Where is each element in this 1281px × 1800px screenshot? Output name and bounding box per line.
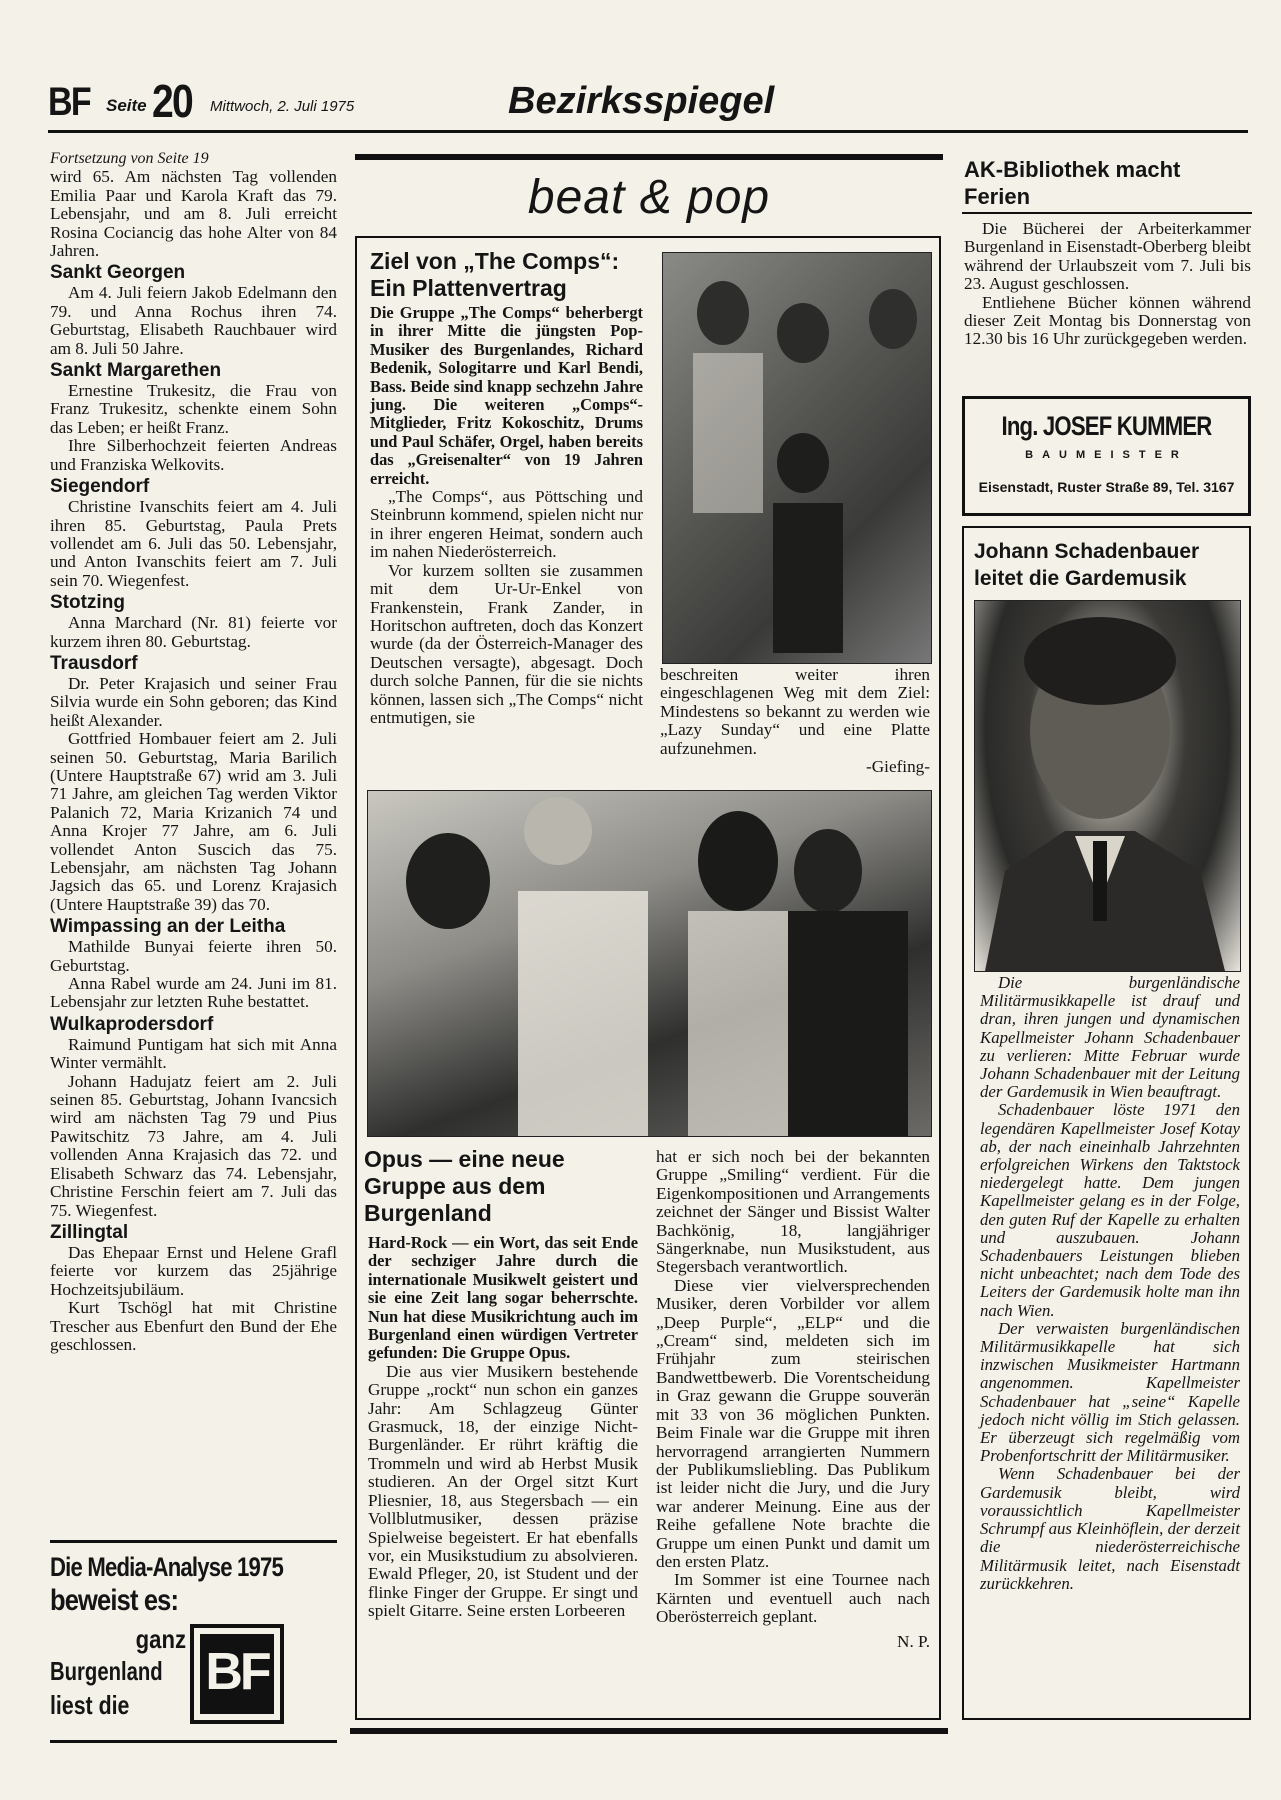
opus-lead: Hard-Rock — ein Wort, das seit Ende der sechziger Jahre durch die internationale Musikwelt geistert und sie eine Zeit lang sogar beherrschte. Nun hat diese Musikrichtung auch im Burgenland einen würdigen Vertreter gefunden: Die Gruppe Opus. <box>368 1233 638 1363</box>
ak-headline: AK-Bibliothek macht Ferien <box>964 157 1181 209</box>
ak-rule <box>962 212 1252 214</box>
section-title-wulkaprodersdorf: Wulkaprodersdorf <box>50 1013 214 1035</box>
section-title-trausdorf: Trausdorf <box>50 652 138 674</box>
comps-body <box>370 304 643 727</box>
beat-pop-bottom-rule <box>350 1728 948 1734</box>
promo-logo: BF <box>205 1643 269 1701</box>
media-analyse-promo <box>50 1540 337 1750</box>
paragraph: Diese vier vielversprechenden Musiker, deren Vorbilder vor allem „Deep Purple“, „ELP“ und die „Cream“ sind, meldeten sich im Frühjahr zum steirischen Bandwettbewerb. Die Vorentscheidung in Graz gewann die Gruppe souverän mit 33 von 36 möglichen Punkten. Beim Finale war die Gruppe mit ihren hervorragend arrangierten Nummern der Publikumsliebling. Das Publikum ist leider nicht die Jury, und die Jury war anderer Meinung. Eine aus der Reihe gefallene Note brachte die Gruppe um einen Punkt und damit um den ersten Platz. <box>656 1275 930 1571</box>
opus-signature: N. P. <box>897 1631 930 1651</box>
promo-line5: liest die <box>50 1690 130 1720</box>
issue-date: Mittwoch, 2. Juli 1975 <box>210 98 355 115</box>
beat-pop-header: beat & pop <box>527 171 771 224</box>
section-title-siegendorf: Siegendorf <box>50 476 150 498</box>
masthead-rule <box>48 130 1248 133</box>
opus-photo <box>367 790 932 1137</box>
comps-continuation-text: beschreiten weiter ihren eingeschlagenen Weg mit dem Ziel: Mindestens so bekannt zu werden wie „Lazy Sunday“ und eine Platte aufzunehmen. <box>660 665 930 758</box>
paragraph: Am 4. Juli feiern Jakob Edelmann den 79. und Anna Rochus ihren 74. Geburtstag, Elisabeth Rauchbauer wird am 8. Juli 50 Jahre. <box>50 283 337 358</box>
section-title-wimpassing: Wimpassing an der Leitha <box>50 916 286 938</box>
continuation-note: Fortsetzung von Seite 19 <box>50 150 209 167</box>
paragraph: Die burgenländische Militärmusikkapelle ist drauf und dran, ihren jungen und dynamischen Kapellmeister Johann Schadenbauer zu verlieren: Mitte Februar wurde Johann Schadenbauer mit der Leitung der Gardemusik in Wien beauftragt. <box>980 973 1240 1102</box>
masthead-logo: BF <box>48 80 90 124</box>
paragraph: „The Comps“, aus Pöttsching und Steinbrunn kommend, spielen nicht nur in ihrer engeren Heimat, sondern auch im nahen Niederösterreich. <box>370 487 643 562</box>
paragraph: Kurt Tschögl hat mit Christine Trescher aus Ebenfurt den Bund der Ehe geschlossen. <box>50 1298 337 1354</box>
opus-headline: Opus — eine neue Gruppe aus dem Burgenland <box>364 1146 565 1226</box>
paragraph: Dr. Peter Krajasich und seiner Frau Silvia wurde ein Sohn geboren; das Kind heißt Alexander. <box>50 673 337 730</box>
paragraph: Die Bücherei der Arbeiterkammer Burgenland in Eisenstadt-Oberberg bleibt während der Urlaubszeit vom 7. Juli bis 23. August geschlossen. <box>964 219 1251 294</box>
page-number: 20 <box>152 75 193 127</box>
schadenbauer-body <box>980 974 1240 1593</box>
promo-line3: ganz <box>135 1624 186 1654</box>
promo-line4: Burgenland <box>50 1656 163 1686</box>
paragraph: Die aus vier Musikern bestehende Gruppe „rockt“ nun schon ein ganzes Jahr: Am Schlagzeug Günter Grasmuck, 18, der einzige Nicht-Burgenländer. Er rührt kräftig die Trommeln und wird ab Herbst Musik studieren. An der Orgel sitzt Kurt Pliesnier, 18, aus Stegersbach — ein Vollblutmusiker, dessen präzise Spielweise begeistert. Er hat ebenfalls vor, ein Musikstudium zu absolvieren. Ewald Pfleger, 20, ist Student und der flinke Finger der Gruppe. Er singt und spielt Gitarre. Seine ersten Lorbeeren <box>368 1361 638 1621</box>
opus-col1 <box>368 1234 638 1621</box>
paragraph: Ernestine Trukesitz, die Frau von Franz Trukesitz, schenkte einem Sohn das Leben; er heißt Franz. <box>50 381 337 437</box>
paragraph: Entliehene Bücher können während dieser Zeit Montag bis Donnerstag von 12.30 bis 16 Uhr zurückgegeben werden. <box>964 292 1251 349</box>
section-title-stotzing: Stotzing <box>50 592 125 614</box>
ad-name: Ing. JOSEF KUMMER <box>1001 411 1212 441</box>
comps-headline: Ziel von „The Comps“: Ein Plattenvertrag <box>370 248 620 301</box>
paragraph: Mathilde Bunyai feierte ihren 50. Geburtstag. <box>50 937 337 975</box>
paragraph: Im Sommer ist eine Tournee nach Kärnten und eventuell auch nach Oberösterreich geplant. <box>656 1570 930 1627</box>
paragraph: Das Ehepaar Ernst und Helene Grafl feierte vor kurzem das 25jährige Hochzeitsjubiläum. <box>50 1242 337 1299</box>
seite-label: Seite <box>106 96 147 115</box>
promo-line1: Die Media-Analyse 1975 <box>50 1552 284 1582</box>
schadenbauer-headline: Johann Schadenbauer leitet die Gardemusik <box>974 540 1200 590</box>
paragraph: Vor kurzem sollten sie zusammen mit dem Ur-Ur-Enkel von Frankenstein, Frank Zander, in Horitschon auftreten, doch das Konzert wurde (da der Österreich-Manager des Deutschen versagte), abgesagt. Doch durch solche Pannen, für die sie nichts können, lassen sich „The Comps“ nicht entmutigen, sie <box>370 560 643 727</box>
comps-lead: Die Gruppe „The Comps“ beherbergt in ihrer Mitte die jüngsten Pop-Musiker des Burgenlandes, Richard Bedenik, Sologitarre und Karl Bendi, Bass. Beide sind knapp sechzehn Jahre jung. Die weiteren „Comps“-Mitglieder, Fritz Kokoschitz, Drums und Paul Schäfer, Orgel, haben bereits das „Greisenalter“ von 19 Jahren erreicht. <box>370 303 643 488</box>
promo-bottom-rule <box>50 1740 337 1743</box>
promo-logo-box <box>190 1624 284 1724</box>
paragraph: Ihre Silberhochzeit feierten Andreas und Franziska Welkovits. <box>50 436 337 474</box>
left-column <box>50 150 337 1354</box>
paragraph: Schadenbauer löste 1971 den legendären Kapellmeister Josef Kotay ab, der nach eineinhalb Jahrzehnten erfolgreichen Wirkens den Taktstock niedergelegt hatte. Dem jungen Kapellmeister gelang es in der Folge, den guten Ruf der Kapelle zu erhalten und auszubauen. Johann Schadenbauers Leistungen blieben nicht unbeachtet; nach dem Tode des Leiters der Gardemusik holte man ihn nach Wien. <box>980 1100 1240 1320</box>
paragraph: Johann Hadujatz feiert am 2. Juli seinen 85. Geburtstag, Johann Ivancsich wird am nächsten Tag 79 und Pius Pawitschitz 73 Jahre, am 4. Juli vollenden Anna Krajasich das 72. und Elisabeth Schwarz das 74. Lebensjahr, Christine Ferschin feiert am 7. Juli das 75. Wiegenfest. <box>50 1071 337 1220</box>
paragraph: Gottfried Hombauer feiert am 2. Juli seinen 50. Geburtstag, Maria Barilich (Untere Hauptstraße 67) wrid am 3. Juli 71 Jahre, am gleichen Tag werden Viktor Palanich 72, Maria Krizanich 74 und Anna Krojer 77 Jahre, am 6. Juli vollendet Anton Suscich das 75. Lebensjahr, am nächsten Tag Johann Jagsich das 65. und Lorenz Krajasich (Untere Hauptstraße 39) das 70. <box>50 729 337 914</box>
paragraph: Christine Ivanschits feiert am 4. Juli ihren 85. Geburtstag, Paula Prets vollendet am 6. Juli das 50. Lebensjahr, und Anton Ivanschits feiert am 7. Juli sein 70. Wiegenfest. <box>50 497 337 590</box>
left-intro: wird 65. Am nächsten Tag vollenden Emilia Paar und Karola Kraft das 79. Lebensjahr, und am 8. Juli erreicht Rosina Cociancig das hohe Alter von 84 Jahren. <box>50 167 337 261</box>
paragraph: Wenn Schadenbauer bei der Gardemusik bleibt, wird voraussichtlich Kapellmeister Schrumpf aus Kleinhöflein, der derzeit die niederösterreichische Militärmusik leitet, nach Eisenstadt zurückkehren. <box>980 1464 1240 1593</box>
paragraph: Der verwaisten burgenländischen Militärmusikkapelle hat sich inzwischen Musikmeister Hartmann angenommen. Kapellmeister Schadenbauer hat „seine“ Kapelle jedoch nicht völlig im Stich gelassen. Er überzeugt sich regelmäßig vom Probenfortschritt der Militärmusiker. <box>980 1318 1240 1466</box>
schadenbauer-photo <box>974 600 1241 972</box>
ak-body <box>964 220 1251 349</box>
beat-pop-top-rule <box>355 154 943 160</box>
masthead <box>48 74 1248 134</box>
section-title-sankt-margarethen: Sankt Margarethen <box>50 360 222 382</box>
section-title-sankt-georgen: Sankt Georgen <box>50 262 186 284</box>
comps-photo <box>662 252 932 664</box>
comps-signature: -Giefing- <box>866 757 930 777</box>
promo-top-rule <box>50 1540 337 1543</box>
ad-address: Eisenstadt, Ruster Straße 89, Tel. 3167 <box>978 479 1235 495</box>
paragraph: Anna Marchard (Nr. 81) feierte vor kurzem ihren 80. Geburtstag. <box>50 613 337 651</box>
schadenbauer-portrait <box>975 601 1240 971</box>
paragraph: hat er sich noch bei der bekannten Gruppe „Smiling“ verdient. Für die Eigenkompositionen und Arrangements zeichnet der Sänger und Bissist Walter Bachkönig, 18, langjähriger Sängerknabe, nun Musikstudent, aus Stegersbach verantwortlich. <box>656 1147 930 1277</box>
comps-continuation <box>660 666 930 776</box>
kummer-ad <box>962 396 1251 516</box>
paragraph: Raimund Puntigam hat sich mit Anna Winter vermählt. <box>50 1034 337 1073</box>
section-title: Bezirksspiegel <box>508 80 775 122</box>
ad-title: BAUMEISTER <box>1025 449 1188 461</box>
opus-photo-figures <box>368 791 931 1136</box>
paragraph: Anna Rabel wurde am 24. Juni im 81. Lebensjahr zur letzten Ruhe bestattet. <box>50 974 337 1012</box>
opus-col2 <box>656 1148 930 1651</box>
comps-photo-figures <box>663 253 931 663</box>
section-title-zillingtal: Zillingtal <box>50 1221 129 1243</box>
promo-line2: beweist es: <box>50 1584 179 1617</box>
